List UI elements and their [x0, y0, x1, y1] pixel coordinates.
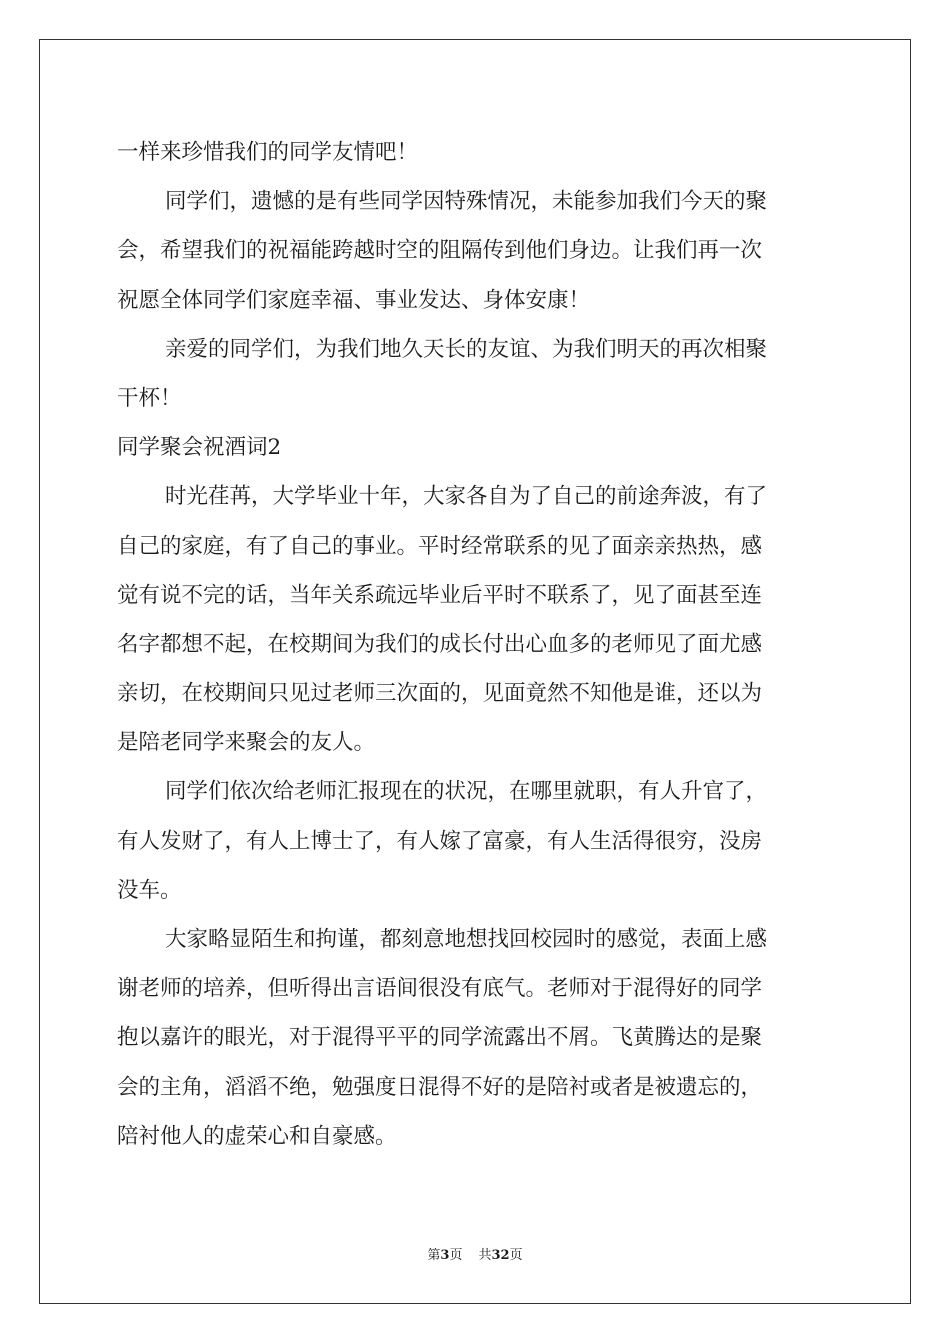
- text-line: 大家略显陌生和拘谨，都刻意地想找回校园时的感觉，表面上感: [165, 927, 768, 952]
- total-suffix: 页: [509, 1248, 523, 1263]
- text-line: 时光荏苒，大学毕业十年，大家各自为了自己的前途奔波，有了: [165, 484, 768, 510]
- text-line: 没车。: [117, 877, 182, 903]
- total-prefix: 共: [478, 1248, 492, 1263]
- text-line: 亲切，在校期间只见过老师三次面的，见面竟然不知他是谁，还以为: [117, 681, 763, 707]
- text-line: 有人发财了，有人上博士了，有人嫁了富豪，有人生活得很穷，没房: [117, 828, 763, 854]
- text-line: 同学们，遗憾的是有些同学因特殊情况，未能参加我们今天的聚: [165, 189, 768, 215]
- text-line: 抱以嘉许的眼光，对于混得平平的同学流露出不屑。飞黄腾达的是聚: [117, 1025, 763, 1051]
- text-line: 干杯！: [117, 385, 182, 411]
- page-prefix: 第: [427, 1248, 441, 1263]
- text-line: 会的主角，滔滔不绝，勉强度日混得不好的是陪衬或者是被遗忘的，: [117, 1074, 763, 1100]
- text-line: 同学们依次给老师汇报现在的状况，在哪里就职，有人升官了，: [165, 779, 768, 805]
- text-line: 是陪老同学来聚会的友人。: [117, 730, 376, 756]
- text-line: 名字都想不起，在校期间为我们的成长付出心血多的老师见了面尤感: [117, 631, 763, 657]
- text-line: 祝愿全体同学们家庭幸福、事业发达、身体安康！: [117, 287, 591, 313]
- text-line: 亲爱的同学们，为我们地久天长的友谊、为我们明天的再次相聚: [165, 336, 768, 362]
- text-line: 觉有说不完的话，当年关系疏远毕业后平时不联系了，见了面甚至连: [117, 582, 763, 608]
- total-pages: 32: [491, 1248, 510, 1263]
- page-number: 3: [440, 1248, 450, 1263]
- page-suffix: 页: [449, 1248, 463, 1263]
- text-line: 陪衬他人的虚荣心和自豪感。: [117, 1123, 397, 1149]
- document-body: [117, 128, 833, 1161]
- text-line: 自己的家庭，有了自己的事业。平时经常联系的见了面亲亲热热，感: [117, 533, 763, 559]
- text-line: 一样来珍惜我们的同学友情吧！: [117, 140, 419, 165]
- text-line: 会，希望我们的祝福能跨越时空的阻隔传到他们身边。让我们再一次: [117, 238, 763, 264]
- page-footer: [0, 1246, 950, 1266]
- text-line: 同学聚会祝酒词2: [117, 435, 282, 461]
- text-line: 谢老师的培养，但听得出言语间很没有底气。老师对于混得好的同学: [117, 976, 763, 1002]
